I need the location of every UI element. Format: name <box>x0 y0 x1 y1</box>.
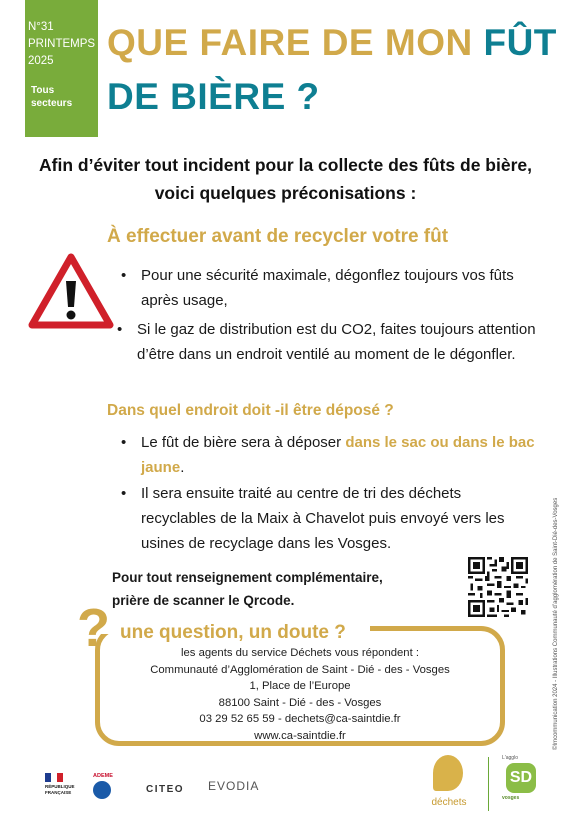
section-2-heading: Dans quel endroit doit -il être déposé ? <box>107 402 394 419</box>
contact-website[interactable]: www.ca-saintdie.fr <box>254 729 346 742</box>
french-flag-icon <box>45 773 63 782</box>
subtitle-line-2: voici quelques préconisations : <box>154 183 417 203</box>
page-title <box>107 16 557 124</box>
issue-number: N°31 <box>28 21 54 33</box>
bullet-highlight: dans le sac ou dans le bac jaune <box>141 434 535 476</box>
evodia-logo: EVODIA <box>208 779 260 793</box>
contact-address: 1, Place de l’Europe <box>249 680 351 693</box>
republique-francaise-logo: RÉPUBLIQUE FRANÇAISE <box>45 773 85 813</box>
issue-year: 2025 <box>28 55 54 67</box>
contact-organization: Communauté d’Agglomération de Saint - Dié - des - Vosges <box>150 663 450 676</box>
qr-instructions <box>112 566 383 612</box>
intro-subtitle <box>0 151 571 207</box>
citeo-logo: CITEO <box>146 784 185 795</box>
contact-city: 88100 Saint - Dié - des - Vosges <box>218 696 382 709</box>
title-line-1 <box>107 16 557 70</box>
globe-icon <box>93 781 111 799</box>
list-item: • Pour une sécurité maximale, dégonflez toujours vos fûts après usage, <box>121 267 514 309</box>
bullet-text: Le fût de bière sera à déposer <box>141 434 346 451</box>
partner-logos <box>0 755 571 827</box>
bullet-end: . <box>180 459 185 476</box>
leaf-icon <box>433 755 463 791</box>
list-item: • Le fût de bière sera à déposer dans le sac ou dans le bac jaune. <box>121 434 535 476</box>
title-line-2: DE BIÈRE ? <box>107 76 320 117</box>
sector-line-2: secteurs <box>31 98 73 109</box>
warning-triangle-icon <box>28 253 114 329</box>
title-part-1: QUE FAIRE DE MON <box>107 22 484 63</box>
bullet-text: Pour une sécurité maximale, dégonflez toujours vos fûts après usage, <box>141 267 514 309</box>
bullet-text: Si le gaz de distribution est du CO2, faites toujours attention d’être dans un endroit ventilé au moment de le dégonfler. <box>137 321 536 363</box>
list-item: • Si le gaz de distribution est du CO2, faites toujours attention d’être dans un endroit ventilé au moment de le dégonfler. <box>117 321 536 363</box>
agglo-sd-logo: L'agglo SD vosges <box>502 755 552 815</box>
contact-phone-email[interactable]: 03 29 52 65 59 - dechets@ca-saintdie.fr <box>199 713 401 726</box>
section-1-heading: À effectuer avant de recycler votre fût <box>107 226 449 247</box>
sector-line-1: Tous <box>31 85 55 96</box>
qr-instructions-line-1: Pour tout renseignement complémentaire, <box>112 570 383 585</box>
ademe-logo: ADEME <box>93 773 119 809</box>
issue-season: PRINTEMPS <box>28 38 96 50</box>
issue-sector <box>31 84 72 110</box>
logo-divider <box>488 757 489 811</box>
qr-instructions-line-2: prière de scanner le Qrcode. <box>112 593 295 608</box>
bullet-text: Il sera ensuite traité au centre de tri des déchets recyclables de la Maix à Chavelot puis envoyé vers les usines de recyclage dans les Vosges. <box>141 485 505 552</box>
contact-intro: les agents du service Déchets vous répondent : <box>180 647 419 659</box>
issue-tag <box>25 0 98 137</box>
subtitle-line-1: Afin d’éviter tout incident pour la collecte des fûts de bière, <box>39 155 532 175</box>
contact-info <box>110 645 490 745</box>
question-mark-icon: ? <box>77 598 110 658</box>
side-credit: ©Imcommunication 2024 - Illustrations Communauté d’agglomération de Saint-Dié-des-Vosges <box>553 497 559 750</box>
list-item: • Il sera ensuite traité au centre de tri des déchets recyclables de la Maix à Chavelot puis envoyé vers les usines de recyclage dans les Vosges. <box>121 485 505 552</box>
title-part-2: FÛT <box>483 22 557 63</box>
qr-code-icon[interactable] <box>468 557 528 617</box>
dechets-logo: déchets <box>425 755 473 815</box>
question-title: une question, un doute ? <box>120 622 346 643</box>
